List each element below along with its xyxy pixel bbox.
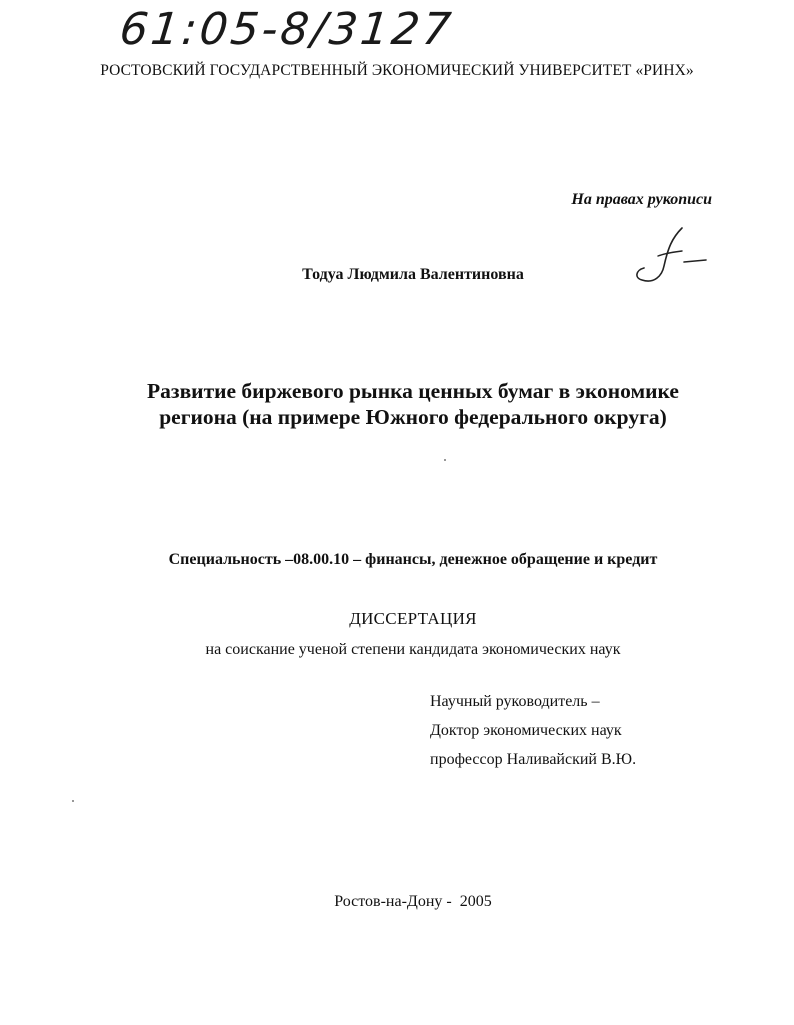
author-name: Тодуа Людмила Валентиновна — [302, 266, 524, 283]
scan-speck — [444, 459, 446, 461]
supervisor-degree: Доктор экономических наук — [430, 722, 622, 739]
degree-purpose: на соискание ученой степени кандидата экономических наук — [205, 641, 621, 658]
supervisor-block — [430, 687, 636, 774]
university-name: РОСТОВСКИЙ ГОСУДАРСТВЕННЫЙ ЭКОНОМИЧЕСКИЙ УНИВЕРСИТЕТ «РИНХ» — [100, 62, 694, 79]
title-line-1: Развитие биржевого рынка ценных бумаг в экономике — [147, 379, 679, 403]
catalog-code: 61:05-8/3127 — [117, 4, 457, 55]
scan-speck — [72, 800, 74, 802]
specialty-line: Специальность –08.00.10 – финансы, денежное обращение и кредит — [168, 551, 658, 568]
dissertation-title — [100, 378, 726, 430]
document-type: ДИССЕРТАЦИЯ — [349, 609, 477, 628]
place-and-year: Ростов-на-Дону - 2005 — [334, 893, 492, 910]
manuscript-note: На правах рукописи — [571, 191, 712, 208]
supervisor-name: профессор Наливайский В.Ю. — [430, 751, 637, 768]
supervisor-label: Научный руководитель – — [430, 693, 600, 710]
title-line-2: региона (на примере Южного федерального округа) — [159, 405, 667, 429]
